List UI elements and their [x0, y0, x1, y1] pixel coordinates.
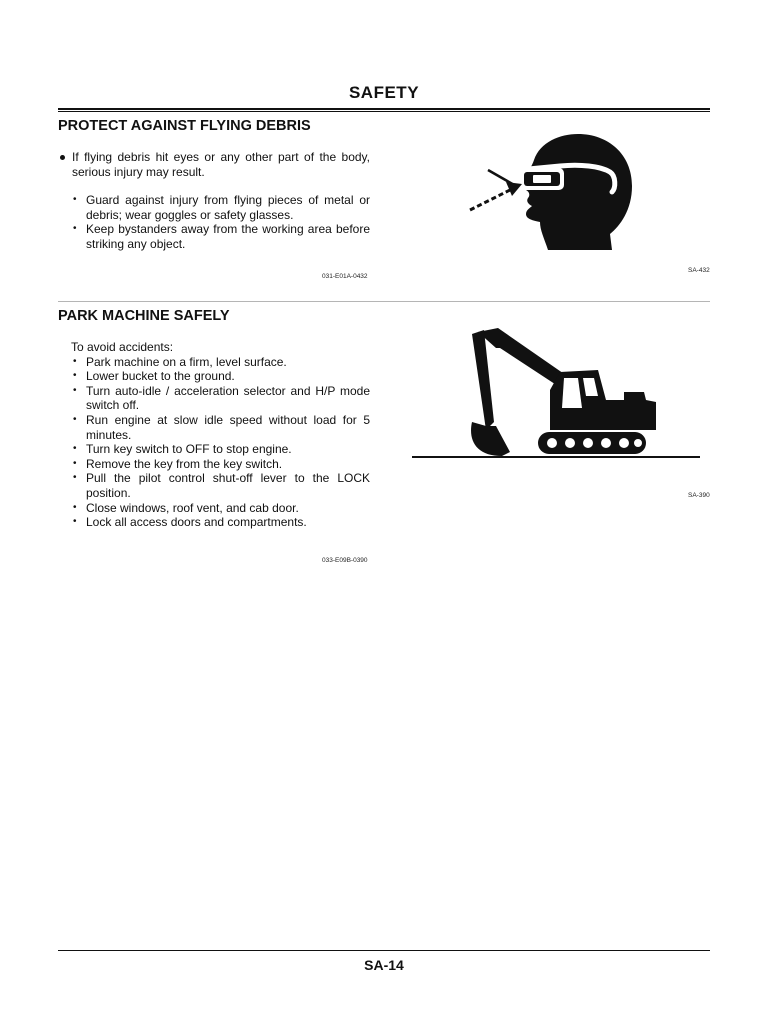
list-item: • Park machine on a firm, level surface. — [58, 355, 370, 370]
page-number: SA-14 — [364, 957, 404, 973]
list-item: If flying debris hit eyes or any other part of the body, serious injury may result. — [58, 150, 370, 179]
list-item: • Lower bucket to the ground. — [58, 369, 370, 384]
section-divider — [58, 301, 710, 302]
list-item: • Turn key switch to OFF to stop engine. — [58, 442, 370, 457]
list-item: • Pull the pilot control shut-off lever to the LOCK position. — [58, 471, 370, 500]
figure-label: SA-432 — [688, 267, 710, 274]
reference-code: 033-E09B-0390 — [322, 557, 368, 564]
section-heading-park-machine: PARK MACHINE SAFELY — [58, 308, 230, 324]
excavator-icon — [410, 322, 705, 464]
reference-code: 031-E01A-0432 — [322, 273, 368, 280]
list-item: • Lock all access doors and compartments. — [58, 515, 370, 530]
header-rule-thin — [58, 111, 710, 112]
list-item: • Run engine at slow idle speed without load for 5 minutes. — [58, 413, 370, 442]
list-item: • Close windows, roof vent, and cab door. — [58, 501, 370, 516]
figure-label: SA-390 — [688, 492, 710, 499]
section-body-park-machine — [58, 340, 370, 530]
bullet-list — [58, 355, 370, 530]
page-title: SAFETY — [348, 83, 420, 102]
list-item: • Guard against injury from flying pieces of metal or debris; wear goggles or safety glasses. — [58, 193, 370, 222]
bullet-list — [58, 193, 370, 251]
header-rule — [58, 108, 710, 110]
section-heading-flying-debris: PROTECT AGAINST FLYING DEBRIS — [58, 118, 311, 134]
safety-goggles-head-icon — [460, 130, 640, 255]
list-intro: To avoid accidents: — [71, 340, 174, 354]
section-body-flying-debris — [58, 150, 370, 252]
list-item: • Remove the key from the key switch. — [58, 457, 370, 472]
footer-rule — [58, 950, 710, 951]
list-item: • Turn auto-idle / acceleration selector and H/P mode switch off. — [58, 384, 370, 413]
list-item: • Keep bystanders away from the working area before striking any object. — [58, 222, 370, 251]
